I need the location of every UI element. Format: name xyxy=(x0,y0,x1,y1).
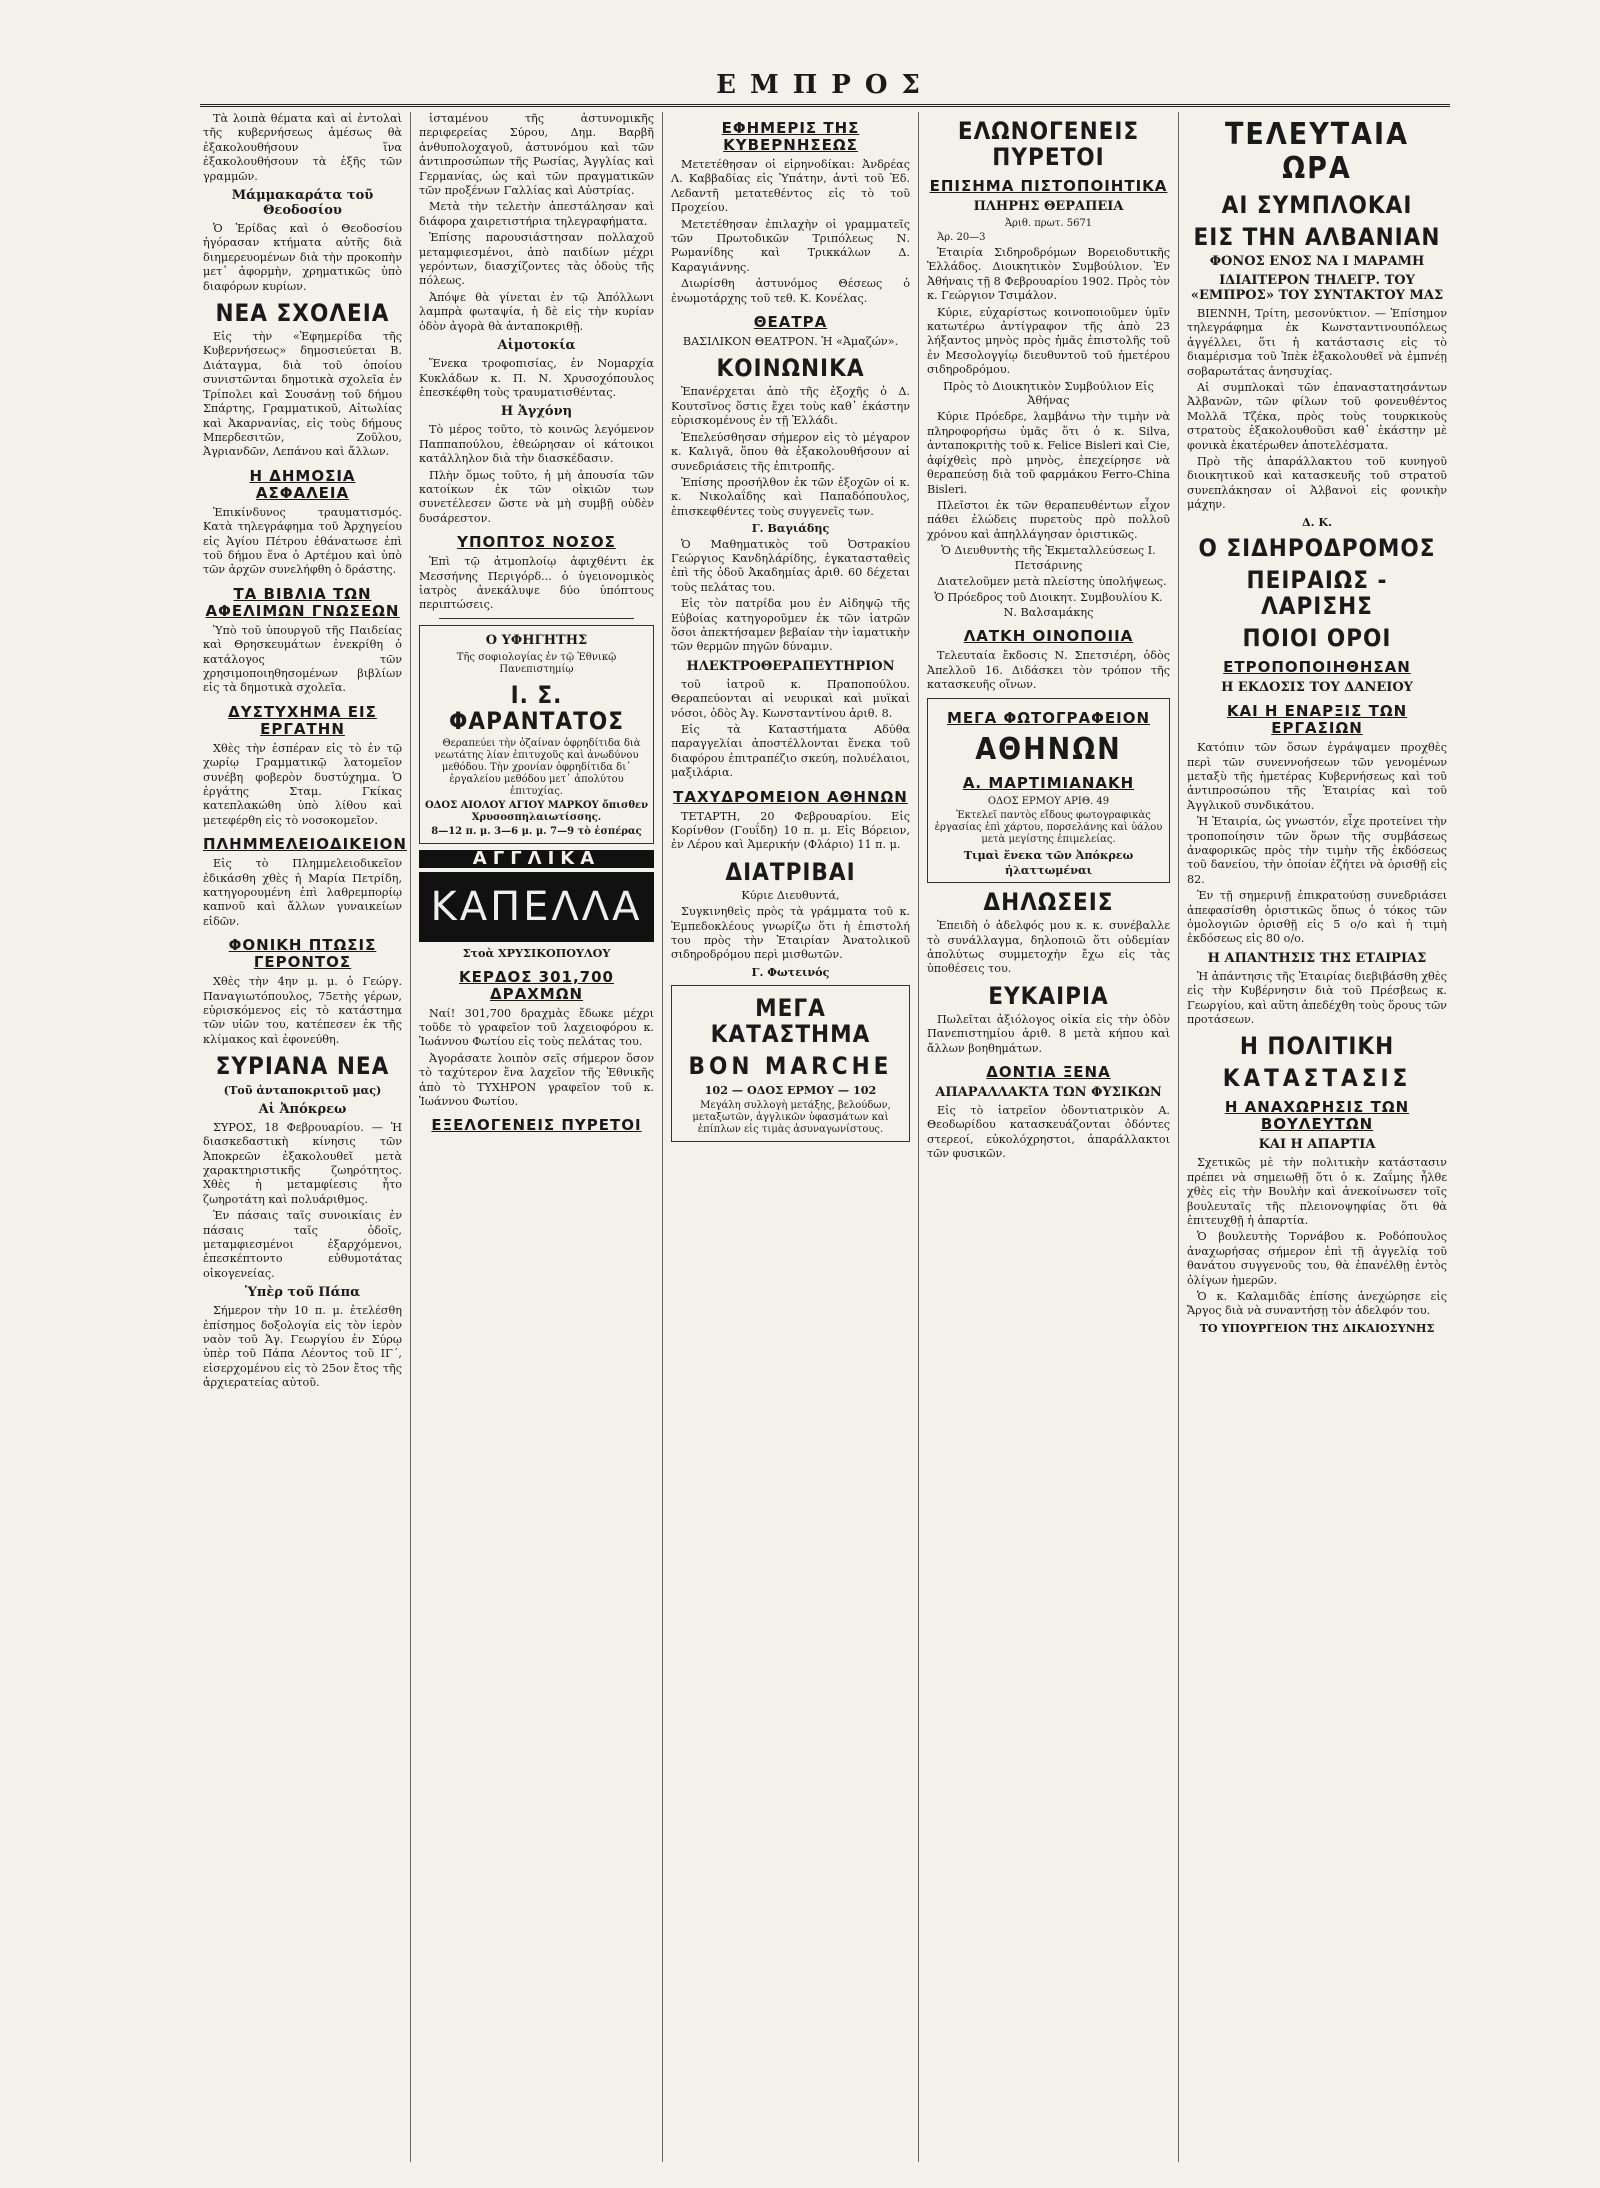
column-2 xyxy=(411,112,663,2162)
paragraph: Ἐν τῇ σημερινῇ ἐπικρατούσῃ συνεδριάσει ἀπεφασίσθη ὁριστικῶς ὅπως ὁ τόκος τῶν ὁμολογιῶν ὁρισθῇ εἰς 5 ο/ο καὶ ἡ τιμὴ ἐκδόσεως εἰς 80 ο/ο. xyxy=(1187,889,1447,946)
headline: ΕΤΡΟΠΟΠΟΙΗΘΗΣΑΝ xyxy=(1223,658,1411,677)
headline: ΑΙ ΣΥΜΠΛΟΚΑΙ xyxy=(1221,191,1413,219)
paragraph: Εἰς τὸ Πλημμελειοδικεῖον ἐδικάσθη χθὲς ἡ Μαρία Πετρίδη, κατηγορουμένη ἐπὶ λαθρεμπορίῳ καπνοῦ καὶ ἄλλων γυναικείων εἰδῶν. xyxy=(203,857,402,928)
paragraph: Ἐπελεύσθησαν σήμερον εἰς τὸ μέγαρον κ. Καλιγᾶ, ὅπου θὰ ἐξακολουθήσουν αἱ συνεδριάσεις τῆς ἐπιτροπῆς. xyxy=(671,430,910,473)
headline: ΕΛΩΝΟΓΕΝΕΙΣ ΠΥΡΕΤΟΙ xyxy=(957,117,1140,171)
ad-name: ΑΘΗΝΩΝ xyxy=(975,732,1122,768)
ad-text: Θεραπεύει τὴν ὀζαίναν ὀφρηδίτιδα διὰ νεωτάτης λίαν ἐπιτυχοῦς καὶ ἀνωδύνου μεθόδου. Τὴν χρονίαν ὀφρηδίτιδα δι᾽ ἐργαλείου μεθόδου μετ᾽ ἀπολύτου ἐπιτυχίας. xyxy=(434,737,641,797)
subheading: Κύριε Διευθυντά, xyxy=(741,888,840,902)
column-5 xyxy=(1179,112,1455,2162)
headline: Η ΑΝΑΧΩΡΗΣΙΣ ΤΩΝ ΒΟΥΛΕΥΤΩΝ xyxy=(1224,1098,1410,1134)
ad-banner-agglika: ΑΓΓΛΙΚΑ xyxy=(419,850,654,868)
signature: Δ. Κ. xyxy=(1301,514,1333,529)
ad-subtitle: Τῆς σοφιολογίας ἐν τῷ Ἐθνικῷ Πανεπιστημίῳ xyxy=(456,651,617,675)
paragraph: Ἀγοράσατε λοιπὸν σεῖς σήμερον ὅσον τὸ ταχύτερον ἕνα λαχεῖον τῆς Ἐθνικῆς ἀπὸ τὸ ΤΥΧΗΡΟΝ γραφεῖον τοῦ κ. Ἰωάννου Φωτίου. xyxy=(419,1051,654,1109)
subheading: ΑΠΑΡΑΛΛΑΚΤΑ ΤΩΝ ΦΥΣΙΚΩΝ xyxy=(935,1085,1162,1101)
paragraph: Ἑταιρία Σιδηροδρόμων Βορειοδυτικῆς Ἑλλάδος. Διοικητικὸν Συμβούλιον. Ἐν Ἀθήναις τῇ 8 Φεβρουαρίου 1902. Πρὸς τὸν κ. Γεώργιον Τσιμάλον. xyxy=(927,246,1170,303)
paragraph: ΒΙΕΝΝΗ, Τρίτη, μεσονύκτιον. — Ἐπίσημον τηλεγράφημα ἐκ Κωνσταντινουπόλεως ἀγγέλλει, ὅτι ἡ κατάστασις εἰς τὸ διαμέρισμα τοῦ Ἰπὲκ ἐξακολουθεῖ νὰ ἐμπνέῃ σοβαρωτάτας ἀνησυχίας. xyxy=(1187,307,1447,378)
headline: ΦΟΝΙΚΗ ΠΤΩΣΙΣ ΓΕΡΟΝΤΟΣ xyxy=(228,936,377,972)
ad-banner-kapella: ΚΑΠΕΛΛΑ xyxy=(419,872,654,942)
subheading: ΙΔΙΑΙΤΕΡΟΝ ΤΗΛΕΓΡ. ΤΟΥ «ΕΜΠΡΟΣ» ΤΟΥ ΣΥΝΤΑΚΤΟΥ ΜΑΣ xyxy=(1190,273,1444,303)
paragraph: Εἰς τὸν πατρίδα μου ἐν Αἰδηψῷ τῆς Εὐβοίας κατηγοροῦμεν ἐκ τῶν ἰατρῶν ὅσοι ἀπεκτήσαμεν βεβαίαν τὴν ἰαματικὴν τῶν θερμῶν πηγῶν δύναμιν. xyxy=(671,597,910,654)
paragraph: Ἀπόψε θὰ γίνεται ἐν τῷ Ἀπόλλωνι λαμπρὰ φωταψία, ἡ δὲ εἰς τὴν κυρίαν ὁδὸν ἀγορὰ θὰ ἀνταποκριθῇ. xyxy=(419,290,654,333)
paragraph: Ἐπίσης προσήλθον ἐκ τῶν ἐξοχῶν οἱ κ. κ. Νικολαΐδης καὶ Παπαδόπουλος, ἐπισκεφθέντες τοὺς συγγενεῖς των. xyxy=(671,475,910,518)
subheading: Αἱμοτοκία xyxy=(497,338,576,354)
ad-owner: Α. ΜΑΡΤΙΜΙΑΝΑΚΗ xyxy=(962,774,1135,793)
paragraph: Πρὸ τῆς ἀπαράλλακτου τοῦ κυνηγοῦ διοικητικοῦ καὶ κατασκευῆς τοῦ στρατοῦ συνεπλάκησαν οἱ Ἀλβανοὶ εἰς φονικὴν μάχην. xyxy=(1187,455,1447,512)
headline: ΠΕΙΡΑΙΩΣ - ΛΑΡΙΣΗΣ xyxy=(1246,566,1388,621)
paragraph: ΒΑΣΙΛΙΚΟΝ ΘΕΑΤΡΟΝ. Ἡ «Ἀμαζών». xyxy=(682,335,899,349)
paragraph: Μετετέθησαν ἐπιλαχὴν οἱ γραμματεῖς τῶν Πρωτοδικῶν Τριπόλεως Ν. Ρωμανίδης καὶ Τρικκάλων Δ. Καραγιάννης. xyxy=(671,217,910,274)
paragraph: Ὁ Ἐρίδας καὶ ὁ Θεοδοσίου ἠγόρασαν κτήματα αὐτῆς διὰ διημερευομένων διὰ τὴν προκοπὴν μετ᾽ ἀφορμὴν, χρηματικῶς ὑπὸ διαφόρων κυρίων. xyxy=(203,222,402,293)
paragraph: ἰσταμένου τῆς ἀστυνομικῆς περιφερείας Σύρου, Δημ. Βαρβῆ ἀνθυπολοχαγοῦ, ἀστυνόμου καὶ τῶν ἀντιπροσώπων τῆς Ρωσίας, Ἀγγλίας καὶ Γερμανίας, ὡς καὶ τῶν πραγματικῶν τῶν προξένων Γαλλίας καὶ Αὐστρίας. xyxy=(419,112,654,198)
paragraph: Ὁ Μαθηματικὸς τοῦ Ὀστρακίου Γεώργιος Κανδηλάρίδης, ἐγκατασταθεὶς ἐπὶ τῆς ὁδοῦ Ἀκαδημίας ἀριθ. 60 δέχεται τοὺς πελάτας του. xyxy=(671,537,910,594)
headline: ΚΑΤΑΣΤΑΣΙΣ xyxy=(1222,1064,1412,1093)
paragraph: Εἰς τὸ ἰατρεῖον ὀδοντιατρικὸν Α. Θεοδωρίδου κατασκευάζονται ὀδόντες στερεοί, εὐκολόχρηστοι, ἀπαράλλακτοι τῶν φυσικῶν. xyxy=(927,1104,1170,1161)
paragraph: Πωλεῖται ἀξιόλογος οἰκία εἰς τὴν ὁδὸν Πανεπιστημίου ἀριθ. 8 μετὰ κήπου καὶ ἄλλων βοηθημάτων. xyxy=(927,1012,1170,1055)
headline: ΔΥΣΤΥΧΗΜΑ ΕΙΣ ΕΡΓΑΤΗΝ xyxy=(228,702,377,738)
paragraph: Κύριε, εὐχαρίστως κοινοποιοῦμεν ὑμῖν κατωτέρω ἀντίγραφον τῆς ἀπὸ 23 λήξαντος μηνὸς πρὸς ἡμᾶς ἐπιστολῆς τοῦ ἐν Μεσολογγίῳ διευθυντοῦ τοῦ ἡμετέρου σιδηροδρόμου. xyxy=(927,305,1170,377)
headline: ΛΑΤΚΗ ΟΙΝΟΠΟΙΙΑ xyxy=(963,627,1134,646)
ad-title: Ο ΥΦΗΓΗΤΗΣ xyxy=(485,632,588,648)
subheading: ΤΟ ΥΠΟΥΡΓΕΙΟΝ ΤΗΣ ΔΙΚΑΙΟΣΥΝΗΣ xyxy=(1199,1320,1435,1335)
headline: ΕΥΚΑΙΡΙΑ xyxy=(988,981,1109,1010)
paragraph: Ἐν πάσαις ταῖς συνοικίαις ἐν πάσαις ταῖς ὁδοῖς, μεταμφιεσμένοι ἐξαρχόμενοι, ἐπεσκέπτοντο εὐθυμοτάτας οἰκογενείας. xyxy=(203,1209,402,1280)
column-3 xyxy=(663,112,919,2162)
paragraph: Ἕνεκα τροφοπισίας, ἐν Νομαρχία Κυκλάδων κ. Π. Ν. Χρυσοχόπουλος ἐπεσκέφθη τοὺς τραυματισθέντας. xyxy=(419,357,654,399)
advertisement-bon-marche xyxy=(671,985,910,1141)
headline: ΚΟΙΝΩΝΙΚΑ xyxy=(716,354,865,383)
newspaper-columns xyxy=(195,112,1455,2162)
paragraph: Πλὴν ὅμως τοῦτο, ἡ μὴ ἀπουσία τῶν κατοίκων ἐκ τῶν οἰκιῶν των συνετέλεσεν ὥστε νὰ μὴ συμβῇ οὐδὲν δυσάρεστον. xyxy=(419,468,654,525)
headline: ΤΑ ΒΙΒΛΙΑ ΤΩΝ ΑΦΕΛΙΜΩΝ ΓΝΩΣΕΩΝ xyxy=(205,584,400,620)
headline: ΤΕΛΕΥΤΑΙΑ ΩΡΑ xyxy=(1225,117,1409,186)
ad-subtitle: Στοὰ ΧΡΥΣΙΚΟΠΟΥΛΟΥ xyxy=(462,946,611,961)
paragraph: Εἰς τὴν «Ἐφημερίδα τῆς Κυβερνήσεως» δημοσιεύεται Β. Διάταγμα, διὰ τοῦ ὁποίου συνιστῶνται δημοτικὰ σχολεῖα ἐν Τρίπολει καὶ Σουσάνῃ τοῦ δήμου Σπάρτης, Γραμματικοῦ, Αἰτωλίας καὶ Ἀκαρνανίας, εἰς τοὺς δήμους Μπερδεσιτῶν, Ζοῦλου, Ἀγριανδῶν, Λεπάνου καὶ ἄλλων. xyxy=(203,330,402,459)
paragraph: Κατόπιν τῶν ὅσων ἐγράψαμεν προχθὲς περὶ τῶν συνεννοήσεων τῶν γενομένων μεταξὺ τῆς ἡμετέρας Κυβερνήσεως καὶ τοῦ ἀντιπροσώπου τῆς Ἑταιρίας καὶ τοῦ Ἀγγλικοῦ συνδικάτου. xyxy=(1187,741,1447,812)
headline: Η ΠΟΛΙΤΙΚΗ xyxy=(1239,1032,1395,1061)
paragraph: Κύριε Πρόεδρε, λαμβάνω τὴν τιμὴν νὰ πληροφορήσω ὑμᾶς ὅτι ὁ κ. Silva, ἀνταποκριτὴς τοῦ κ. Felice Bisleri καὶ Cie, ἀφίχθεὶς πρὸ μηνὸς, ἐπεχείρησε νὰ θεραπεύσῃ διὰ τοῦ φαρμάκου Ferro-China Bisleri. xyxy=(927,410,1170,496)
ad-name: BON MARCHE xyxy=(688,1052,893,1081)
headline: ΘΕΑΤΡΑ xyxy=(753,313,828,332)
paragraph: Πρὸς τὸ Διοικητικὸν Συμβούλιον Εἰς Ἀθήνας xyxy=(943,379,1154,408)
paragraph: Ἐπίσης παρουσιάστησαν πολλαχοῦ μεταμφιεσμένοι, ἀπὸ παιδίων μέχρι γερόντων, διασχίζοντες τὰς ὁδοὺς τῆς πόλεως. xyxy=(419,231,654,288)
column-4 xyxy=(919,112,1179,2162)
subheading: Η ΕΚΔΟΣΙΣ ΤΟΥ ΔΑΝΕΙΟΥ xyxy=(1221,680,1413,696)
headline: ΕΠΙΣΗΜΑ ΠΙΣΤΟΠΟΙΗΤΙΚΑ xyxy=(929,177,1168,195)
paragraph: Ναί! 301,700 δραχμὰς ἔδωκε μέχρι τοῦδε τὸ γραφεῖον τοῦ λαχειοφόρου κ. Ἰωάννου Φωτίου εἰς τοὺς πελάτας του. xyxy=(419,1006,654,1049)
ad-note: Τιμαὶ ἕνεκα τῶν Ἀπόκρεω ἠλαττωμέναι xyxy=(963,848,1134,877)
paragraph: Ἐπειδὴ ὁ ἀδελφός μου κ. κ. συνέβαλλε τὸ συνάλλαγμα, δηλοποιῶ ὅτι οὐδεμίαν ἀπολύτως συμμετοχὴν ἔχω εἰς τὰς ὑποθέσεις του. xyxy=(927,919,1170,976)
paragraph: Ἐπὶ τῷ ἀτμοπλοίῳ ἀφιχθέντι ἐκ Μεσσήνης Περιγόρδ... ὁ ὑγειονομικὸς ἰατρὸς ἀνεκάλυψε δύο ὑπόπτους περιπτώσεις. xyxy=(419,555,654,612)
paragraph: Ἐπανέρχεται ἀπὸ τῆς ἐξοχῆς ὁ Δ. Κουτσῖνος ὅστις ἔχει τοὺς καθ᾽ ἑκάστην εὑρισκομένους ἐν τῇ Ἑλλάδι. xyxy=(671,385,910,428)
headline: Η ΔΗΜΟΣΙΑ ΑΣΦΑΛΕΙΑ xyxy=(249,466,356,502)
paragraph: Σήμερον τὴν 10 π. μ. ἐτελέσθη ἐπίσημος δοξολογία εἰς τὸν ἱερὸν ναὸν τοῦ Ἁγ. Γεωργίου ἐν Σύρῳ ὑπὲρ τοῦ Πάπα Λέοντος τοῦ ΙΓ΄, εἰσερχομένου εἰς τὸ 25ον ἔτος τῆς ἀρχιερατείας αὐτοῦ. xyxy=(203,1304,402,1390)
advertisement-farantatos xyxy=(419,625,654,844)
paragraph: Σχετικῶς μὲ τὴν πολιτικὴν κατάστασιν πρέπει νὰ σημειωθῇ ὅτι ὁ κ. Ζαΐμης ἦλθε χθὲς εἰς τὴν Βουλὴν καὶ ἀνεκοίνωσεν τοῖς βουλευταῖς τῆς πλειονοψηφίας ὅτι θὰ ἐπιτευχθῇ ἡ ἀπαρτία. xyxy=(1187,1156,1447,1228)
headline: ΚΑΙ Η ΕΝΑΡΞΙΣ ΤΩΝ ΕΡΓΑΣΙΩΝ xyxy=(1226,702,1408,738)
subheading: ΠΛΗΡΗΣ ΘΕΡΑΠΕΙΑ xyxy=(973,199,1124,214)
subheading: Αἱ Ἀπόκρεω xyxy=(258,1101,347,1117)
paragraph: ΣΥΡΟΣ, 18 Φεβρουαρίου. — Ἡ διασκεδαστικὴ κίνησις τῶν Ἀποκρεῶν ἐξακολουθεῖ μετὰ χαρακτηριστικῆς ζωηρότητος. Χθὲς ἡ μεταμφίεσις ἦτο ζωηροτάτη καὶ πολυάριθμος. xyxy=(203,1120,402,1206)
subheading: Η ΑΠΑΝΤΗΣΙΣ ΤΗΣ ΕΤΑΙΡΙΑΣ xyxy=(1207,950,1427,966)
headline: ΤΑΧΥΔΡΟΜΕΙΟΝ ΑΘΗΝΩΝ xyxy=(673,787,908,806)
ad-text: Ἐκτελεῖ παντὸς εἴδους φωτογραφικὰς ἐργασίας ἐπὶ χάρτου, πορσελάνης καὶ ὑάλου μετὰ μεγίστης ἐπιμελείας. xyxy=(934,810,1163,846)
paragraph: Ἡ Ἑταιρία, ὡς γνωστόν, εἶχε προτείνει τὴν τροποποίησιν τῶν ὅρων τῆς συμβάσεως ἀναφορικῶς πρὸς τὴν τιμὴν τῆς ἐκδόσεως τοῦ δανείου, τὴν ὁποίαν ἐζήτει νὰ ὁρισθῇ εἰς 82. xyxy=(1187,815,1447,886)
headline: ΕΙΣ ΤΗΝ ΑΛΒΑΝΙΑΝ xyxy=(1193,223,1441,251)
reference-number: Ἀρ. 20—3 xyxy=(937,232,986,243)
newspaper-title: ΕΜΠΡΟΣ xyxy=(716,70,934,100)
headline: ΔΗΛΩΣΕΙΣ xyxy=(983,888,1114,917)
signature: Γ. Βαγιάδης xyxy=(751,521,830,536)
subheading: ΗΛΕΚΤΡΟΘΕΡΑΠΕΥΤΗΡΙΟΝ xyxy=(686,658,895,674)
ad-text: Μεγάλη συλλογὴ μετάξης, βελούδων, μεταξωτῶν, ἀγγλικῶν ὑφασμάτων καὶ ἐπίπλων εἰς τιμὰς ἀσυναγωνίστους. xyxy=(692,1099,891,1135)
headline: ΔΟΝΤΙΑ ΞΕΝΑ xyxy=(986,1063,1111,1082)
ad-name: Ι. Σ. ΦΑΡΑΝΤΑΤΟΣ xyxy=(449,680,624,735)
ad-title: ΜΕΓΑ ΚΑΤΑΣΤΗΜΑ xyxy=(710,994,871,1049)
paragraph: Ὁ κ. Καλαμιδᾶς ἐπίσης ἀνεχώρησε εἰς Ἄργος διὰ νὰ συναντήσῃ τὸν ἀδελφόν του. xyxy=(1187,1290,1447,1318)
paragraph: Εἰς τὰ Καταστήματα Αδύθα παραγγελίαι ἀποστέλλονται ἕνεκα τοῦ διαφόρου ἐπιτραπέζιο σκεύη, πολυέλαιοι, μαξιλάρια. xyxy=(671,723,910,780)
headline: ΠΛΗΜΜΕΛΕΙΟΔΙΚΕΙΟΝ xyxy=(203,835,407,854)
advertisement-photo-studio xyxy=(927,698,1170,883)
paragraph: Τελευταία ἔκδοσις Ν. Σπετσιέρη, ὁδὸς Ἀπελλοῦ 16. Διδάσκει τὸν τρόπον τῆς κατασκευῆς οἴνων. xyxy=(927,649,1170,691)
divider xyxy=(439,618,634,619)
signature: Ὁ Πρόεδρος τοῦ Διοικητ. Συμβουλίου Κ. Ν. Βαλσαμάκης xyxy=(934,591,1163,619)
headline: ΣΥΡΙΑΝΑ ΝΕΑ xyxy=(215,1052,390,1081)
column-1 xyxy=(195,112,411,2162)
headline: ΔΙΑΤΡΙΒΑΙ xyxy=(725,857,856,886)
ad-address: ΟΔΟΣ ΕΡΜΟΥ ΑΡΙΘ. 49 xyxy=(987,796,1110,808)
reference-number: Ἀριθ. πρωτ. 5671 xyxy=(1004,218,1093,229)
paragraph: Χθὲς τὴν 4ην μ. μ. ὁ Γεώργ. Παναγιωτόπουλος, 75ετὴς γέρων, εὑρισκόμενος εἰς τὸ κατάστημα τῶν υἱῶν του, κατέπεσεν ἐκ τῆς κλίμακος καὶ ἐφονεύθη. xyxy=(203,975,402,1046)
paragraph: Ἐπικίνδυνος τραυματισμός. Κατὰ τηλεγράφημα τοῦ Ἀρχηγείου εἰς Ἀγίου Πέτρου ἐθάνατωσε ἐπὶ τοῦ δήμου ἕνα ὁ Αρτέμου καὶ ὑπὸ τῶν ἀρχῶν συνελήφθη ὁ δράστης. xyxy=(203,505,402,577)
signature: Γ. Φωτεινός xyxy=(751,964,830,979)
paragraph: ΤΕΤΑΡΤΗ, 20 Φεβρουαρίου. Εἰς Κορίνθον (Γουΐδη) 10 π. μ. Εἰς Βόρειον, ἐν Λέρου καὶ Ἀμερικήν (Φλάριο) 11 π. μ. xyxy=(671,809,910,852)
headline: ΕΞΕΛΟΓΕΝΕΙΣ ΠΥΡΕΤΟΙ xyxy=(431,1116,642,1135)
ad-address: ΟΔΟΣ ΑΙΟΛΟΥ ΑΓΙΟΥ ΜΑΡΚΟΥ ὄπισθεν Χρυσοσπηλαιωτίσσης. xyxy=(424,799,649,823)
paragraph: Διατελοῦμεν μετὰ πλείστης ὑπολήψεως. xyxy=(937,574,1167,588)
paragraph: Πλεῖστοι ἐκ τῶν θεραπευθέντων εἶχον πάθει ἐλώδεις πυρετοὺς πρὸ πολλοῦ χρόνου καὶ ἀπηλλάγησαν ὁριστικῶς. xyxy=(927,498,1170,541)
masthead xyxy=(200,70,1450,107)
paragraph: Διωρίσθη ἀστυνόμος Θέσεως ὁ ἐνωμοτάρχης τοῦ τεθ. Κ. Κονέλας. xyxy=(671,277,910,305)
subheading: (Τοῦ ἀνταποκριτοῦ μας) xyxy=(223,1083,382,1098)
paragraph: Τὸ μέρος τοῦτο, τὸ κοινῶς λεγόμενον Παππαπούλου, ἐθεώρησαν οἱ κάτοικοι κατάλληλον διὰ τὴν διασκέδασιν. xyxy=(419,423,654,466)
subheading: Μάμμακαράτα τοῦ Θεοδοσίου xyxy=(231,188,374,219)
paragraph: Τὰ λοιπὰ θέματα καὶ αἱ ἐντολαὶ τῆς κυβερνήσεως ἀμέσως θὰ ἐξακολουθήσουν ἵνα ἐξακολουθήσουν τὰ ἐξῆς τῶν γραμμῶν. xyxy=(203,112,402,183)
paragraph: Μετετέθησαν οἱ εἰρηνοδίκαι: Ἀνδρέας Λ. Καββαδίας εἰς Ὑπάτην, ἀντὶ τοῦ Ἐδ. Λεδαντῆ μετατεθέντος εἰς τὸ τοῦ Προχείου. xyxy=(671,158,910,215)
headline: ΕΦΗΜΕΡΙΣ ΤΗΣ ΚΥΒΕΡΝΗΣΕΩΣ xyxy=(721,119,860,154)
paragraph: Αἱ συμπλοκαὶ τῶν ἐπαναστατησάντων Ἀλβανῶν, τῶν φίλων τοῦ φονευθέντος Μολλᾶ Τζέκα, πρὸς τοὺς τουρκικοὺς στρατοὺς ἐξακολουθοῦσι καθ᾽ ἑκάστην μὲ φονικὰ ἑκατέρωθεν ἀποτελέσματα. xyxy=(1187,381,1447,452)
paragraph: τοῦ ἰατροῦ κ. Πραποπούλου. Θεραπεύονται αἱ νευρικαὶ καὶ μυϊκαὶ νόσοι, ὁδὸς Ἀγ. Κωνσταντίνου ἀριθ. 8. xyxy=(671,677,910,720)
subheading: Η Ἀγχόνη xyxy=(500,404,573,420)
subheading: ΦΟΝΟΣ ΕΝΟΣ ΝΑ Ι ΜΑΡΑΜΗ xyxy=(1209,254,1425,269)
paragraph: Ὑπὸ τοῦ ὑπουργοῦ τῆς Παιδείας καὶ Θρησκευμάτων ἐνεκρίθη ὁ κατάλογος τῶν χρησιμοποιηθησομένων βιβλίων εἰς τὰ δημοτικὰ σχολεῖα. xyxy=(203,623,402,695)
headline: ΝΕΑ ΣΧΟΛΕΙΑ xyxy=(215,299,390,328)
headline: ΠΟΙΟΙ ΟΡΟΙ xyxy=(1242,624,1392,653)
paragraph: Ἡ ἀπάντησις τῆς Ἑταιρίας διεβιβάσθη χθὲς εἰς τὴν Κυβέρνησιν διὰ τοῦ Πρέσβεως κ. Γεωργίου, καὶ αὕτη ἀπεδέχθη τοὺς ὅρους τῶν προτάσεων. xyxy=(1187,969,1447,1026)
ad-title: ΜΕΓΑ ΦΩΤΟΓΡΑΦΕΙΟΝ xyxy=(946,709,1151,728)
ad-address: 102 — ΟΔΟΣ ΕΡΜΟΥ — 102 xyxy=(704,1083,877,1098)
ad-hours: 8—12 π. μ. 3—6 μ. μ. 7—9 τὸ ἑσπέρας xyxy=(431,825,642,837)
headline: Ο ΣΙΔΗΡΟΔΡΟΜΟΣ xyxy=(1198,534,1436,563)
subheading: Ὑπὲρ τοῦ Πάπα xyxy=(244,1285,361,1301)
subheading: ΚΑΙ Η ΑΠΑΡΤΙΑ xyxy=(1258,1137,1376,1153)
signature: Ὁ Διευθυντὴς τῆς Ἐκμεταλλεύσεως Ι. Πετσάρινης xyxy=(941,544,1156,572)
paragraph: Μετὰ τὴν τελετὴν ἀπεστάλησαν καὶ διάφορα χαιρετιστήρια τηλεγραφήματα. xyxy=(419,200,654,228)
paragraph: Συγκινηθεὶς πρὸς τὰ γράμματα τοῦ κ. Ἐμπεδοκλέους γνωρίζω ὅτι ἡ ἐπιστολή του πρὸς τὴν Ἑταιρίαν Ἀνατολικοῦ σιδηροδρόμου περὶ μισθωτῶν. xyxy=(671,905,910,962)
headline: ΚΕΡΔΟΣ 301,700 ΔΡΑΧΜΩΝ xyxy=(458,967,614,1003)
paragraph: Ὁ βουλευτὴς Τορνάβου κ. Ροδόπουλος ἀναχωρήσας σήμερον ἐπὶ τῇ ἀγγελίᾳ τοῦ θανάτου συγγενοῦς του, θὰ ἐπανέλθῃ ἐντὸς ὀλίγων ἡμερῶν. xyxy=(1187,1230,1447,1287)
paragraph: Χθὲς τὴν ἑσπέραν εἰς τὸ ἐν τῷ χωρίῳ Γραμματικῷ λατομεῖον συνέβη φοβερὸν δυστύχημα. Ὁ ἐργάτης Σταμ. Γκίκας κατεπλακώθη ὑπὸ λίθου καὶ μετεφέρθη εἰς τὸ νοσοκομεῖον. xyxy=(203,741,402,827)
headline: ΥΠΟΠΤΟΣ ΝΟΣΟΣ xyxy=(457,533,616,552)
